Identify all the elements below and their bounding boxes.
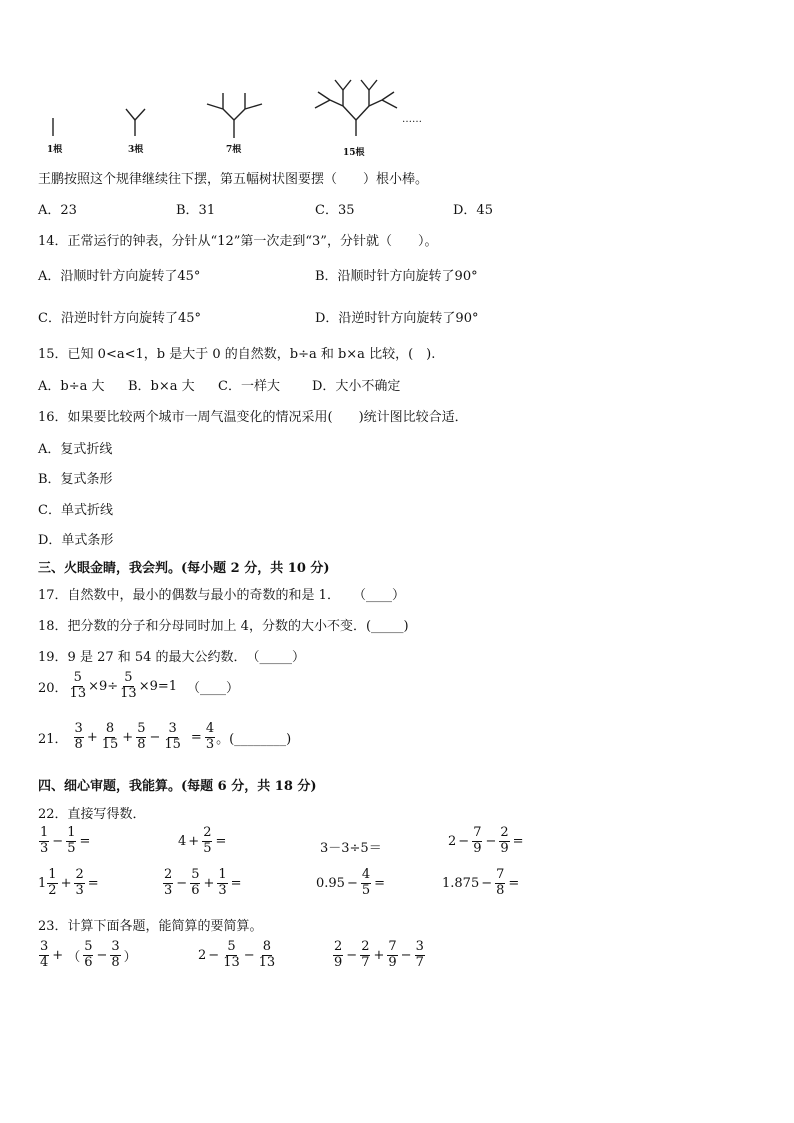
q15-stem: 15．已知 0<a<1，b 是大于 0 的自然数，b÷a 和 b×a 比较，( ). [38, 347, 436, 362]
q22-stem: 22．直接写得数． [38, 807, 146, 822]
fraction: $\frac{3}{8}$ [74, 721, 83, 752]
figure-label-4: 15根 [343, 148, 365, 158]
tree-pattern-figure [0, 0, 794, 160]
q21-tail[interactable]: 。(________) [216, 731, 292, 747]
fraction: $\frac{5}{8}$ [137, 721, 146, 752]
calc-r1-e3: 3－3÷5＝ [320, 841, 382, 856]
calc-r3-e1: $\frac{3}{4}$ + （ $\frac{5}{6}$ − $\frac{3}{8}$ ） [40, 939, 137, 970]
q16-option-b: B．复式条形 [38, 472, 113, 487]
q15-option-b: B．b×a 大 [128, 379, 195, 394]
q14-option-a: A．沿顺时针方向旋转了45° [38, 269, 201, 284]
q23-stem: 23．计算下面各题，能简算的要简算。 [38, 919, 263, 934]
q16-option-c: C．单式折线 [38, 503, 113, 518]
calc-r1-e1: $\frac{1}{3}$ − $\frac{1}{5}$ = [40, 825, 91, 856]
answer-blank[interactable]: （____） [187, 680, 240, 696]
calc-r2-e3: 0.95 − $\frac{4}{5}$ = [316, 867, 386, 898]
fraction: $\frac{5}{13}$ [120, 670, 137, 701]
q13-option-b: B．31 [176, 203, 216, 218]
section3-heading: 三、火眼金睛，我会判。(每小题 2 分，共 10 分) [38, 561, 330, 576]
q20-tail: ×9=1 [138, 678, 178, 694]
section4-heading: 四、细心审题，我能算。(每题 6 分，共 18 分) [38, 779, 317, 794]
q20-number: 20． [38, 680, 68, 696]
fraction: $\frac{3}{15}$ [164, 721, 181, 752]
fraction: $\frac{4}{3}$ [205, 721, 215, 752]
q16-option-a: A．复式折线 [38, 442, 113, 457]
calc-r3-e3: $\frac{2}{9}$ − $\frac{2}{7}$ + $\frac{7}{9}$ − $\frac{3}{7}$ [334, 939, 424, 970]
fraction: $\frac{8}{15}$ [101, 721, 119, 752]
q20-operator: ×9÷ [88, 678, 119, 694]
q19: 19．9 是 27 和 54 的最大公约数． （_____） [38, 650, 306, 665]
figure-label-2: 3根 [128, 145, 144, 155]
q20 [38, 671, 239, 702]
q13-option-a: A．23 [38, 203, 77, 218]
calc-r1-e4: 2 − $\frac{7}{9}$ − $\frac{2}{9}$ = [448, 825, 524, 856]
q14-option-d: D．沿逆时针方向旋转了90° [315, 311, 479, 326]
calc-r3-e2: 2 − $\frac{5}{13}$ − $\frac{8}{13}$ [198, 939, 276, 970]
q18: 18．把分数的分子和分母同时加上 4，分数的大小不变．(_____) [38, 619, 409, 634]
q16-stem: 16．如果要比较两个城市一周气温变化的情况采用( )统计图比较合适． [38, 410, 468, 425]
q21: 21． $\frac{3}{8}$ + $\frac{8}{15}$ + $\frac{5}{8}$ − $\frac{3}{15}$ = $\frac{4}{3}$ 。(________) [38, 721, 292, 752]
calc-r1-e2: 4 + $\frac{2}{5}$ = [178, 825, 227, 856]
q21-number: 21． [38, 731, 68, 747]
q13-stem: 王鹏按照这个规律继续往下摆，第五幅树状图要摆（ ）根小棒。 [38, 172, 429, 187]
q13-option-c: C．35 [315, 203, 355, 218]
q14-option-b: B．沿顺时针方向旋转了90° [315, 269, 478, 284]
figure-ellipsis: …… [402, 114, 422, 125]
fraction: $\frac{5}{13}$ [69, 670, 87, 701]
q16-option-d: D．单式条形 [38, 533, 114, 548]
calc-r2-e4: 1.875 − $\frac{7}{8}$ = [442, 867, 520, 898]
q14-option-c: C．沿逆时针方向旋转了45° [38, 311, 201, 326]
q14-stem: 14．正常运行的钟表，分针从“12”第一次走到“3”，分针就（ ）。 [38, 234, 438, 249]
figure-label-3: 7根 [226, 145, 242, 155]
q15-option-a: A．b÷a 大 [38, 379, 105, 394]
calc-r2-e1: 1 $\frac{1}{2}$ + $\frac{2}{3}$ = [38, 867, 99, 898]
q15-option-c: C．一样大 [218, 379, 280, 394]
q17: 17．自然数中，最小的偶数与最小的奇数的和是 1． （____） [38, 588, 405, 603]
q13-option-d: D．45 [453, 203, 493, 218]
q15-option-d: D．大小不确定 [312, 379, 401, 394]
calc-r2-e2: $\frac{2}{3}$ − $\frac{5}{6}$ + $\frac{1}{3}$ = [164, 867, 242, 898]
figure-label-1: 1根 [47, 145, 63, 155]
